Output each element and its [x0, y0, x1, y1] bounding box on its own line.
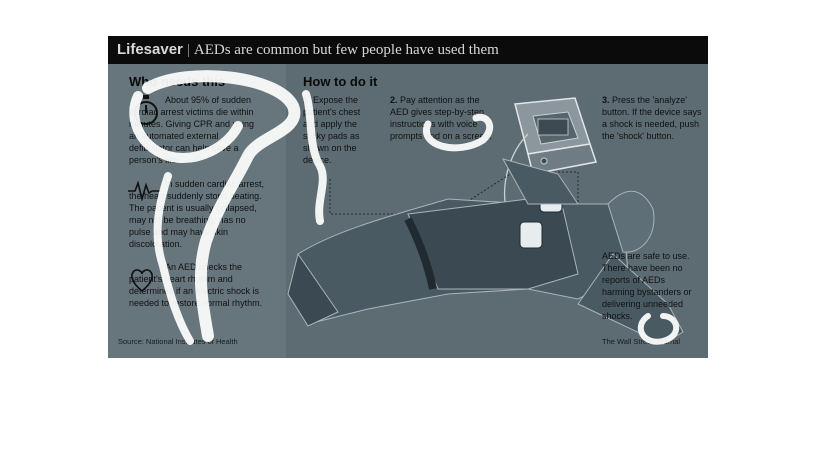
- who-needs-this-heading: Who needs this: [129, 74, 226, 89]
- safety-note: AEDs are safe to use. There have been no reports of AEDs harming bystanders or delivering unneeded shocks.: [602, 251, 692, 321]
- how-to-do-it-heading: How to do it: [303, 74, 378, 89]
- step-1-text: Expose the patient's chest and apply the sticky pads as shown on the device.: [303, 95, 361, 165]
- title-bar: [108, 36, 708, 64]
- credit-note: The Wall Street Journal: [602, 337, 681, 346]
- step-2-text: Pay attention as the AED gives step-by-step instructions with voice prompts and on a screen.: [390, 95, 493, 141]
- step-1-number: 1.: [303, 95, 311, 105]
- title-brand: Lifesaver: [117, 41, 183, 58]
- title-headline: AEDs are common but few people have used them: [193, 42, 499, 58]
- source-note: Source: National Institutes of Health: [118, 337, 238, 346]
- step-3-text: Press the 'analyze' button. If the device says a shock is needed, push the 'shock' button.: [602, 95, 702, 141]
- step-3-number: 3.: [602, 95, 610, 105]
- who-item-3-text: An AED checks the patient's heart rhythm and determines if an electric shock is needed to restore normal rhythm.: [129, 262, 263, 308]
- step-1: [303, 94, 373, 166]
- aed-infographic: [108, 36, 708, 358]
- step-2: [390, 94, 498, 142]
- title-separator: |: [186, 42, 190, 58]
- step-3: [602, 94, 702, 142]
- who-item-1-text: About 95% of sudden cardiac arrest victims die within minutes. Giving CPR and using an automated external defibrillator can help save a person's life.: [129, 95, 255, 165]
- who-item-2-text: In sudden cardiac arrest, the heart suddenly stops beating. The patient is usually collapsed, may not be breathing, has no pulse and may have skin discoloration.: [129, 179, 265, 249]
- step-2-number: 2.: [390, 95, 398, 105]
